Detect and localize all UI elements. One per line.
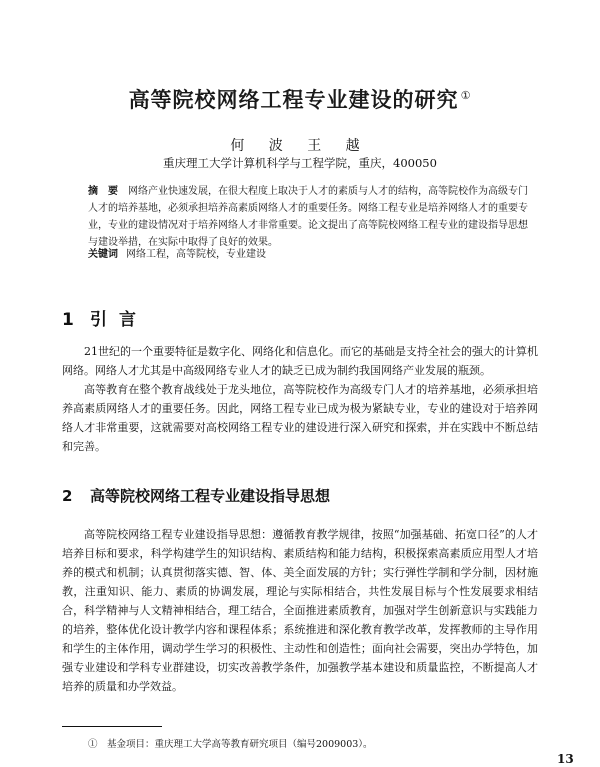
paragraph: 高等院校网络工程专业建设指导思想：遵循教育教学规律，按照“加强基础、拓宽口径”的人才培养目标和要求，科学构建学生的知识结构、素质结构和能力结构，积极探索高素质应用型人才培养的模式和机制；认真贯彻落实德、智、体、美全面发展的方针；实行弹性学制和学分制，因材施教，注重知识、能力、素质的协调发展，理论与实际相结合，共性发展目标与个性发展要求相结合，科学精神与人文精神相结合，理工结合，全面推进素质教育，加强对学生创新意识与实践能力的培养，整体优化设计教学内容和课程体系；系统推进和深化教育教学改革，发挥教师的主导作用和学生的主体作用，调动学生学习的积极性、主动性和创造性；面向社会需要，突出办学特色，加强专业建设和学科专业群建设，切实改善教学条件，加强教学基本建设和质量监控，不断提高人才培养的质量和办学效益。	[62, 528, 538, 693]
section-2-heading	[62, 485, 330, 506]
section-2-body	[62, 525, 538, 696]
affiliation: 重庆理工大学计算机科学与工程学院，重庆，400050	[163, 156, 437, 170]
keywords-label: 关键词	[88, 249, 118, 260]
section-2-number: 2	[62, 487, 73, 505]
page-number: 13	[557, 752, 574, 766]
title-footnote-mark: ①	[460, 89, 472, 102]
abstract-text: 网络产业快速发展，在很大程度上取决于人才的素质与人才的结构，高等院校作为高级专门人才的培养基地，必须承担培养高素质网络人才的重要任务。网络工程专业是培养网络人才的重要专业，专业的建设情况对于培养网络人才非常重要。论文提出了高等院校网络工程专业的建设指导思想与建设举措，在实际中取得了良好的效果。	[88, 186, 528, 248]
authors: 何 波 王 越	[230, 138, 370, 154]
abstract	[88, 183, 528, 251]
abstract-label: 摘 要	[88, 186, 118, 197]
footnote: ① 基金项目：重庆理工大学高等教育研究项目（编号2009003）。	[88, 739, 373, 750]
paper-title	[0, 84, 600, 114]
paragraph: 21世纪的一个重要特征是数字化、网络化和信息化。而它的基础是支持全社会的强大的计算机网络。网络人才尤其是中高级网络专业人才的缺乏已成为制约我国网络产业发展的瓶颈。	[62, 345, 538, 377]
section-2-title: 高等院校网络工程专业建设指导思想	[90, 487, 331, 505]
title-text: 高等院校网络工程专业建设的研究	[128, 88, 459, 112]
section-1-number: 1	[62, 310, 74, 330]
paragraph: 高等教育在整个教育战线处于龙头地位，高等院校作为高级专门人才的培养基地，必须承担培养高素质网络人才的重要任务。因此，网络工程专业已成为极为紧缺专业，专业的建设对于培养网络人才非常重要，这就需要对高校网络工程专业的建设进行深入研究和探索，并在实践中不断总结和完善。	[62, 383, 538, 453]
section-1-heading	[62, 305, 148, 330]
section-1-title: 引言	[90, 310, 148, 330]
keywords	[88, 245, 528, 260]
keywords-text: 网络工程，高等院校，专业建设	[126, 249, 266, 260]
section-1-body	[62, 342, 538, 456]
footnote-divider	[62, 726, 162, 727]
